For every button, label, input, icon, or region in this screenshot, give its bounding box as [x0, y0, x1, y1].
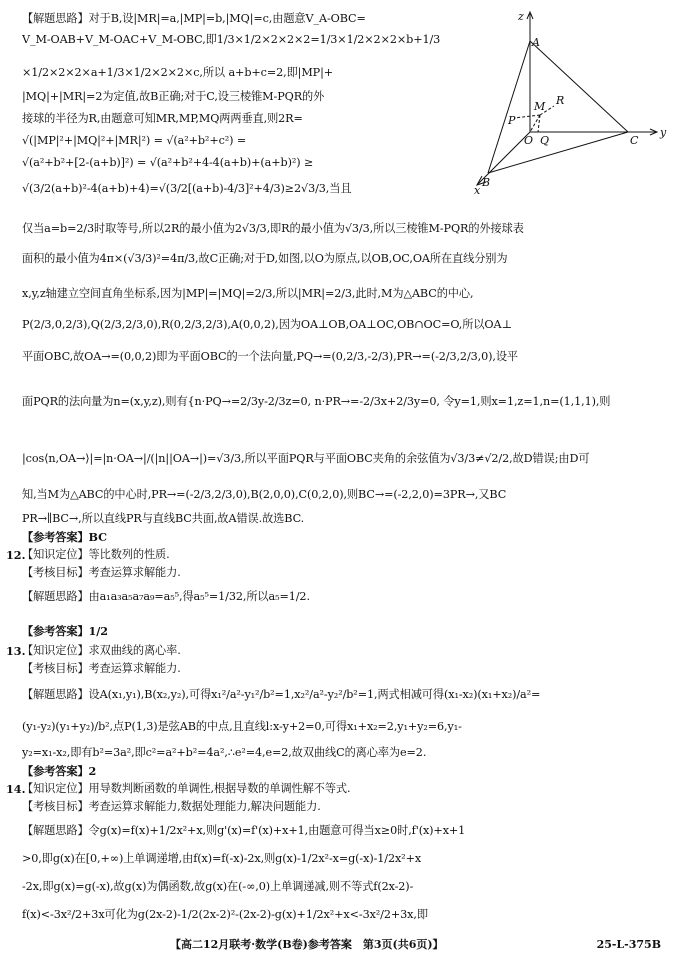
q13-solution-1: 【解题思路】设A(x₁,y₁),B(x₂,y₂),可得x₁²/a²-y₁²/b²=1,x₂²/a²-y₂²/b²=1,两式相减可得(x₁-x₂)(x₁+x₂)/a²=	[22, 688, 541, 701]
q13-number: 13.	[6, 644, 26, 658]
q11-line-2: V_M-OAB+V_M-OAC+V_M-OBC,即1/3×1/2×2×2×2=1/3×1/2×2×2×b+1/3	[22, 33, 441, 46]
q11-line-5: 接球的半径为R,由题意可知MR,MP,MQ两两垂直,则2R=	[22, 112, 303, 125]
q11-answer: 【参考答案】BC	[22, 530, 107, 544]
footer-code: 25-L-375B	[596, 938, 661, 951]
label-b: B	[482, 176, 491, 189]
q11-line-9: 仅当a=b=2/3时取等号,所以2R的最小值为2√3/3,即R的最小值为√3/3,所以三棱锥M-PQR的外接球表	[22, 222, 524, 235]
q12-answer: 【参考答案】1/2	[22, 624, 108, 638]
q11-line-1: 【解题思路】对于B,设|MR|=a,|MP|=b,|MQ|=c,由题意V_A-OBC=	[22, 12, 366, 25]
q13-knowledge: 【知识定位】求双曲线的离心率.	[22, 644, 181, 657]
q14-solution-2: >0,即g(x)在[0,+∞)上单调递增,由f(x)=f(-x)-2x,则g(x)-1/2x²-x=g(-x)-1/2x²+x	[22, 852, 422, 865]
q11-line-17: PR→∥BC→,所以直线PR与直线BC共面,故A错误.故选BC.	[22, 512, 305, 525]
q11-line-14: 面PQR的法向量为n=(x,y,z),则有{n·PQ→=2/3y-2/3z=0, n·PR→=-2/3x+2/3y=0, 令y=1,则x=1,z=1,n=(1,1,1),则	[22, 395, 611, 408]
q13-solution-3: y₂=x₁-x₂,即有b²=3a²,即c²=a²+b²=4a²,∴e²=4,e=2,故双曲线C的离心率为e=2.	[22, 746, 427, 759]
q11-line-16: 知,当M为△ABC的中心时,PR→=(-2/3,2/3,0),B(2,0,0),C(0,2,0),则BC→=(-2,2,0)=3PR→,又BC	[22, 488, 507, 501]
label-c: C	[630, 134, 639, 147]
label-q: Q	[540, 134, 550, 147]
q11-line-8: √(3/2(a+b)²-4(a+b)+4)=√(3/2[(a+b)-4/3]²+4/3)≥2√3/3,当且	[22, 182, 352, 195]
q11-line-11: x,y,z轴建立空间直角坐标系,因为|MP|=|MQ|=2/3,所以|MR|=2/3,此时,M为△ABC的中心,	[22, 287, 474, 300]
label-x: x	[474, 184, 481, 196]
q12-knowledge: 【知识定位】等比数列的性质.	[22, 548, 170, 561]
q14-solution-4: f(x)<-3x²/2+3x可化为g(2x-2)-1/2(2x-2)²-(2x-2)-g(x)+1/2x²+x<-3x²/2+3x,即	[22, 908, 428, 921]
q12-goal: 【考核目标】考查运算求解能力.	[22, 566, 181, 579]
q13-goal: 【考核目标】考查运算求解能力.	[22, 662, 181, 675]
q11-line-10: 面积的最小值为4π×(√3/3)²=4π/3,故C正确;对于D,如图,以O为原点,以OB,OC,OA所在直线分别为	[22, 252, 508, 265]
q11-line-13: 平面OBC,故OA→=(0,0,2)即为平面OBC的一个法向量,PQ→=(0,2/3,-2/3),PR→=(-2/3,2/3,0),设平	[22, 350, 518, 363]
q14-goal: 【考核目标】考查运算求解能力,数据处理能力,解决问题能力.	[22, 800, 321, 813]
q14-solution-3: -2x,即g(x)=g(-x),故g(x)为偶函数,故g(x)在(-∞,0)上单调递减,则不等式f(2x-2)-	[22, 880, 414, 893]
label-o: O	[524, 134, 534, 147]
q11-line-4: |MQ|+|MR|=2为定值,故B正确;对于C,设三棱锥M-PQR的外	[22, 90, 325, 103]
label-r: R	[556, 94, 565, 107]
label-a: A	[532, 36, 540, 49]
q11-line-12: P(2/3,0,2/3),Q(2/3,2/3,0),R(0,2/3,2/3),A(0,0,2),因为OA⊥OB,OA⊥OC,OB∩OC=O,所以OA⊥	[22, 318, 512, 331]
segment-mp	[514, 115, 540, 118]
segment-mo	[530, 115, 540, 132]
label-p: P	[508, 114, 516, 127]
label-m: M	[534, 100, 546, 113]
q13-answer: 【参考答案】2	[22, 764, 97, 778]
q14-knowledge: 【知识定位】用导数判断函数的单调性,根据导数的单调性解不等式.	[22, 782, 351, 795]
q14-number: 14.	[6, 782, 26, 796]
q14-solution-1: 【解题思路】令g(x)=f(x)+1/2x²+x,则g'(x)=f'(x)+x+1,由题意可得当x≥0时,f'(x)+x+1	[22, 824, 466, 837]
tetrahedron-figure	[468, 6, 673, 196]
q11-line-3: ×1/2×2×2×a+1/3×1/2×2×2×c,所以 a+b+c=2,即|MP|+	[22, 66, 334, 79]
q11-line-15: |cos⟨n,OA→⟩|=|n·OA→|/(|n||OA→|)=√3/3,所以平面PQR与平面OBC夹角的余弦值为√3/3≠√2/2,故D错误;由D可	[22, 452, 590, 465]
label-y: y	[660, 126, 667, 139]
q13-solution-2: (y₁-y₂)(y₁+y₂)/b²,点P(1,3)是弦AB的中点,且直线l:x-y+2=0,可得x₁+x₂=2,y₁+y₂=6,y₁-	[22, 720, 462, 733]
footer-title: 【高二12月联考·数学(B卷)参考答案 第3页(共6页)】	[170, 938, 444, 951]
q12-solution: 【解题思路】由a₁a₃a₅a₇a₉=a₅⁵,得a₅⁵=1/32,所以a₅=1/2.	[22, 590, 310, 603]
q11-line-6: √(|MP|²+|MQ|²+|MR|²) = √(a²+b²+c²) =	[22, 134, 247, 147]
label-z: z	[518, 10, 524, 23]
edge-ac	[530, 41, 628, 132]
q12-number: 12.	[6, 548, 26, 562]
q11-line-7: √(a²+b²+[2-(a+b)]²) = √(a²+b²+4-4(a+b)+(a+b)²) ≥	[22, 156, 314, 169]
